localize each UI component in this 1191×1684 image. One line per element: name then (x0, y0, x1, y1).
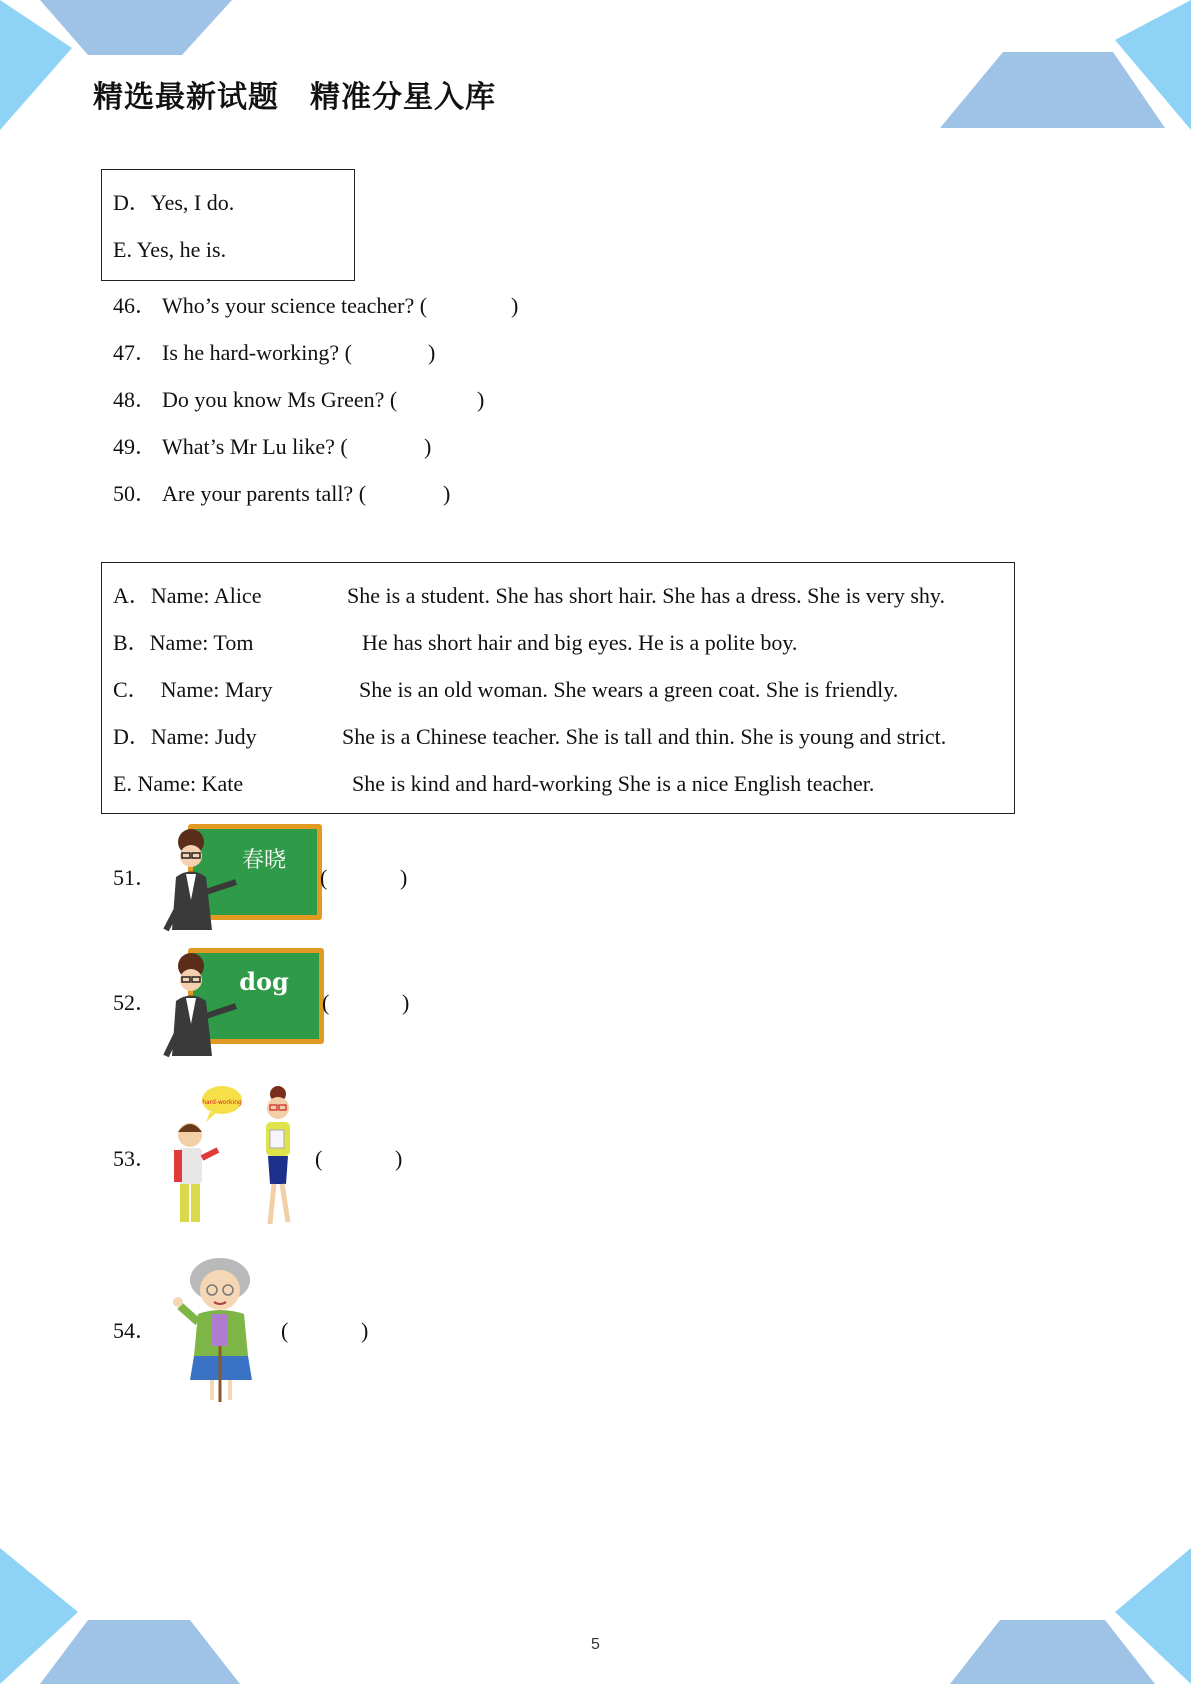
person-e-description: She is kind and hard-working She is a nice English teacher. (352, 771, 875, 796)
question-46-text: Who’s your science teacher? ( (162, 293, 428, 318)
question-53-number: 53． (113, 1146, 158, 1171)
person-d-name: D．Name: Judy (113, 724, 257, 749)
question-49-answer-close[interactable]: ) (424, 434, 432, 459)
question-47-number: 47． (113, 340, 158, 365)
question-52-answer-close[interactable]: ) (402, 990, 410, 1015)
question-50-number: 50． (113, 481, 158, 506)
deco-trapezoid-top-right (940, 52, 1165, 128)
teacher-chinese-board-image (158, 822, 324, 932)
question-53-answer-close[interactable]: ) (395, 1146, 403, 1171)
teacher-english-board-image (158, 946, 326, 1058)
person-a-name: A．Name: Alice (113, 583, 262, 608)
question-48-text: Do you know Ms Green? ( (162, 387, 398, 412)
question-51-number: 51． (113, 865, 158, 890)
board-text-52: dog (239, 967, 289, 996)
person-b-name: B．Name: Tom (113, 630, 254, 655)
question-52-answer-open[interactable]: ( (322, 990, 330, 1015)
question-51-answer-close[interactable]: ) (400, 865, 408, 890)
question-54-answer-open[interactable]: ( (281, 1318, 289, 1343)
old-woman-image (172, 1256, 276, 1402)
question-50-text: Are your parents tall? ( (162, 481, 367, 506)
question-54-number: 54． (113, 1318, 158, 1343)
person-e-name: E. Name: Kate (113, 771, 244, 796)
question-48-number: 48． (113, 387, 158, 412)
question-49-text: What’s Mr Lu like? ( (162, 434, 348, 459)
person-d-description: She is a Chinese teacher. She is tall and thin. She is young and strict. (342, 724, 947, 749)
board-text-51: 春晓 (241, 848, 287, 873)
option-e: E. Yes, he is. (113, 237, 227, 262)
question-53-answer-open[interactable]: ( (315, 1146, 323, 1171)
question-48-answer-close[interactable]: ) (477, 387, 485, 412)
question-46-answer-close[interactable]: ) (511, 293, 519, 318)
option-d: D．Yes, I do. (113, 190, 235, 215)
question-47-text: Is he hard-working? ( (162, 340, 352, 365)
question-49-number: 49． (113, 434, 158, 459)
page-header-title: 精选最新试题 精准分星入库 (93, 80, 496, 115)
answer-options-box (101, 169, 355, 281)
page-number: 5 (591, 1636, 600, 1653)
question-50-answer-close[interactable]: ) (443, 481, 451, 506)
speech-bubble-text: hard-working (202, 1099, 242, 1106)
question-54-answer-close[interactable]: ) (361, 1318, 369, 1343)
person-b-description: He has short hair and big eyes. He is a polite boy. (362, 630, 798, 655)
question-52-number: 52． (113, 990, 158, 1015)
person-c-name: C． Name: Mary (113, 677, 273, 702)
boy-and-teacher-image (160, 1080, 310, 1232)
question-47-answer-close[interactable]: ) (428, 340, 436, 365)
question-51-answer-open[interactable]: ( (320, 865, 328, 890)
person-a-description: She is a student. She has short hair. She has a dress. She is very shy. (347, 583, 946, 608)
person-c-description: She is an old woman. She wears a green coat. She is friendly. (359, 677, 899, 702)
question-46-number: 46． (113, 293, 158, 318)
